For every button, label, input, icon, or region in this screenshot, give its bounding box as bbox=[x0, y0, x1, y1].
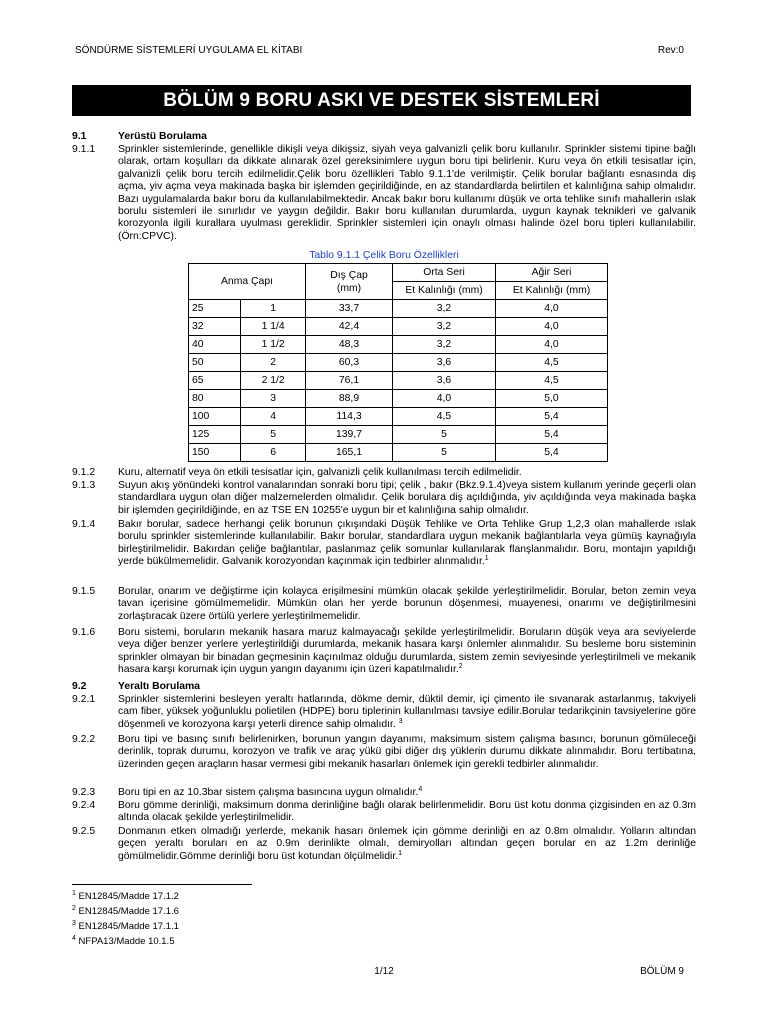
cell-wall-medium: 3,6 bbox=[393, 372, 496, 390]
cell-outer-diameter: 60,3 bbox=[306, 354, 393, 372]
paragraph-number: 9.2.4 bbox=[72, 800, 96, 811]
section-heading-9-1 bbox=[72, 131, 696, 143]
cell-wall-heavy: 5,4 bbox=[496, 408, 608, 426]
paragraph-text: Boru gömme derinliği, maksimum donma derinliğine bağlı olarak belirlenmelidir. Boru üst kotu donma çizgisinden en az 0.3m altında olacak şekilde yerleştirilmelidir. bbox=[118, 800, 696, 824]
paragraph-text: Kuru, alternatif veya ön etkili tesisatlar için, galvanizli çelik kullanılması tercih edilmelidir. bbox=[118, 467, 522, 478]
cell-wall-heavy: 5,4 bbox=[496, 444, 608, 462]
section-title: Yeraltı Borulama bbox=[118, 681, 201, 692]
footnote-text: EN12845/Madde 17.1.6 bbox=[78, 906, 179, 917]
paragraph-text: Suyun akış yönündeki kontrol vanalarından sonraki boru tipi; çelik , bakır (Bkz.9.1.4)veya sistem kullanım yerinde geçerli olan standardlara uygun olan diğer malzemelerden olmalıdır. Çelik borulara diş açıldığında, yiv açıldığında veya makinada başka bir işlemden geçirildiğinde, en az TSE EN 10255'e uygun bir et kalınlığına sahip olmalıdır. bbox=[118, 480, 696, 516]
cell-nominal-inch: 2 1/2 bbox=[241, 372, 306, 390]
header-heavy-series: Ağir Seri bbox=[496, 264, 608, 282]
paragraph-number: 9.2.5 bbox=[72, 826, 96, 837]
cell-wall-medium: 4,5 bbox=[393, 408, 496, 426]
paragraph-9-2-3 bbox=[72, 787, 696, 799]
paragraph-9-2-5 bbox=[72, 826, 696, 863]
footnote-2 bbox=[72, 906, 179, 918]
cell-wall-medium: 3,6 bbox=[393, 354, 496, 372]
paragraph-text: Boru tipi en az 10.3bar sistem çalışma basıncına uygun olmalıdır. bbox=[118, 787, 419, 798]
cell-nominal-inch: 6 bbox=[241, 444, 306, 462]
cell-wall-heavy: 5,4 bbox=[496, 426, 608, 444]
cell-nominal-inch: 3 bbox=[241, 390, 306, 408]
header-medium-series: Orta Seri bbox=[393, 264, 496, 282]
paragraph-text: Boru tipi ve basınç sınıfı belirlenirken, borunun yangın dayanımı, maksimum sistem çalışma basıncı, borunun gömüleceği derinlik, toprak durumu, korozyon ve trafik ve araç yükü gibi diğer dış yüklerin durumu dikkate alınmalıdır. Boru tertibatına, üzerinden geçen araçların hasar vermesi gibi mekanik hasarları önlemek için gerekli tedbirler alınmalıdır. bbox=[118, 734, 696, 770]
footer-chapter: BÖLÜM 9 bbox=[640, 966, 684, 977]
paragraph-9-1-6 bbox=[72, 627, 696, 677]
paragraph-9-1-2 bbox=[72, 467, 696, 479]
footnote-4 bbox=[72, 936, 174, 948]
footnote-text: EN12845/Madde 17.1.2 bbox=[78, 891, 179, 902]
footnote-text: EN12845/Madde 17.1.1 bbox=[78, 921, 179, 932]
cell-nominal-mm: 150 bbox=[189, 444, 241, 462]
cell-outer-diameter: 42,4 bbox=[306, 318, 393, 336]
paragraph-number: 9.2.2 bbox=[72, 734, 96, 745]
paragraph-number: 9.1.3 bbox=[72, 480, 96, 491]
table-row bbox=[189, 444, 608, 462]
footnote-ref: 3 bbox=[398, 717, 403, 725]
header-revision: Rev:0 bbox=[657, 45, 684, 56]
chapter-title: BÖLÜM 9 BORU ASKI VE DESTEK SİSTEMLERİ bbox=[72, 85, 691, 116]
cell-nominal-mm: 25 bbox=[189, 300, 241, 318]
cell-wall-heavy: 4,0 bbox=[496, 300, 608, 318]
section-number: 9.2 bbox=[72, 681, 87, 692]
paragraph-body bbox=[118, 787, 696, 799]
paragraph-number: 9.1.1 bbox=[72, 144, 96, 155]
paragraph-text: Borular, onarım ve değiştirme için kolayca erişilmesini mümkün olacak şekilde yerleştirilmelidir. Borular, beton zemin veya tavan içerisine gömülmemelidir. Mümkün olan her yerde borunun döşenmesi, muayenesi, onarımı ve değiştirilmesini zorlaştıracak üzere örtülü yerlere yerleştirilmemelidir. bbox=[118, 586, 696, 622]
paragraph-9-1-3 bbox=[72, 480, 696, 517]
paragraph-9-2-1 bbox=[72, 694, 696, 731]
cell-nominal-inch: 1 bbox=[241, 300, 306, 318]
table-row bbox=[189, 354, 608, 372]
cell-wall-medium: 3,2 bbox=[393, 336, 496, 354]
paragraph-text: Boru sistemi, boruların mekanik hasara maruz kalmayacağı şekilde yerleştirilmelidir. Boruların düşük veya ara seviyelerde veya diğer benzer yerlere yerleştirildiği durumlarda, mekanik hasara karşı önlemler alınmalıdır. Su besleme boru sisteminin sprinkler olmayan bir binadan geçmesinin kaçınılmaz olduğu durumlarda, sistem zemin seviyesinde yerleştirilmeli ve mekanik hasara karşı korumak için uygun yangın dayanımı için üzeri kapatılmalıdır. bbox=[118, 627, 696, 676]
paragraph-9-2-4 bbox=[72, 800, 696, 825]
paragraph-number: 9.1.4 bbox=[72, 519, 96, 530]
cell-wall-heavy: 4,0 bbox=[496, 318, 608, 336]
footnote-number: 2 bbox=[72, 905, 76, 912]
page-number: 1/12 bbox=[374, 966, 394, 977]
table-row bbox=[189, 390, 608, 408]
table-row bbox=[189, 408, 608, 426]
paragraph-number: 9.1.6 bbox=[72, 627, 96, 638]
cell-nominal-mm: 80 bbox=[189, 390, 241, 408]
footnote-ref: 2 bbox=[458, 663, 463, 671]
cell-wall-heavy: 4,5 bbox=[496, 372, 608, 390]
paragraph-number: 9.2.3 bbox=[72, 787, 96, 798]
cell-nominal-mm: 65 bbox=[189, 372, 241, 390]
cell-nominal-inch: 2 bbox=[241, 354, 306, 372]
paragraph-text: Donmanın etken olmadığı yerlerde, mekanik hasarı önlemek için gömme derinliği en az 0.8m olmalıdır. Yolların altından geçen yeraltı boruları en az 0.9m derinlikte olmalı, demiryolları altından geçen borular en az 1.2m derinliğe gömülmelidir.Gömme derinliği boru üst kotundan ölçülmelidir. bbox=[118, 826, 696, 862]
section-title: Yerüstü Borulama bbox=[118, 131, 207, 142]
paragraph-9-1-1 bbox=[72, 144, 696, 243]
footnote-ref: 1 bbox=[484, 555, 489, 563]
cell-wall-medium: 3,2 bbox=[393, 318, 496, 336]
paragraph-number: 9.1.5 bbox=[72, 586, 96, 597]
cell-nominal-mm: 50 bbox=[189, 354, 241, 372]
header-wall-thickness-heavy: Et Kalınlığı (mm) bbox=[496, 282, 608, 300]
paragraph-number: 9.2.1 bbox=[72, 694, 96, 705]
footnote-ref: 1 bbox=[398, 849, 403, 857]
paragraph-text: Sprinkler sistemlerinde, genellikle dikişli veya dikişsiz, siyah veya galvanizli çelik boru kullanılır. Sprinkler sistemi tipine bağlı olarak, ortam koşulları da dikkate alınarak özel gereksinimlere uygun boru tipi belirlenir. Kuru veya ön etkili tesisatlar için, galvanizli çelik boru tercih edilmelidir.Çelik boru özellikleri Tablo 9.1.1'de verilmiştir. Çelik borular bağlantı esnasında diş açma, yiv açma veya makinada başka bir işlemden geçirildiğinde, en az standardlarda belirtilen et kalınlığına sahip olmalıdır. Bazı uygulamalarda bakır boru da kullanılabilmektedir. Ancak bakır boru kullanımı düşük ve orta tehlike sınıfı mahallerin ıslak borulu sistemleri ile sınırlıdır ve yaygın değildir. Bakır boru kullanılan durumlarda, uygun kaynak teknikleri ve galvanik korozyonla ilgili kurallara uyulması gereklidir. Sprinkler sistemleri için onaylı olması halinde özel boru tipleri kullanılabilir. (Örn:CPVC). bbox=[118, 144, 696, 242]
footnote-number: 1 bbox=[72, 890, 76, 897]
cell-outer-diameter: 139,7 bbox=[306, 426, 393, 444]
cell-wall-heavy: 4,5 bbox=[496, 354, 608, 372]
paragraph-body bbox=[118, 694, 696, 731]
cell-nominal-inch: 5 bbox=[241, 426, 306, 444]
table-row bbox=[189, 336, 608, 354]
cell-nominal-mm: 32 bbox=[189, 318, 241, 336]
header-document-title: SÖNDÜRME SİSTEMLERİ UYGULAMA EL KİTABI bbox=[75, 45, 303, 56]
steel-pipe-table bbox=[188, 263, 608, 462]
cell-nominal-inch: 4 bbox=[241, 408, 306, 426]
paragraph-9-1-4 bbox=[72, 519, 696, 569]
cell-wall-medium: 5 bbox=[393, 426, 496, 444]
footnote-1 bbox=[72, 891, 179, 903]
footnote-number: 4 bbox=[72, 935, 76, 942]
footnote-number: 3 bbox=[72, 920, 76, 927]
cell-wall-heavy: 4,0 bbox=[496, 336, 608, 354]
paragraph-text: Bakır borular, sadece herhangi çelik borunun çıkışındaki Düşük Tehlike ve Orta Tehlike Grup 1,2,3 olan mahallerde ıslak borulu sprinkler sistemlerinde kullanılabilir. Bakır borular, standardlara uygun mekanik bağlantılarla veya gümüş kaynağıyla birleştirilmelidir. Bakırdan çeliğe bağlantılar, paslanmaz çelik somunlar kullanılarak flanşlanmalıdır. Boru, montajın yapıldığı yerde bükülmemelidir. Galvanik korozyondan kaçınmak için tedbirler alınmalıdır. bbox=[118, 519, 696, 568]
table-caption: Tablo 9.1.1 Çelik Boru Özellikleri bbox=[309, 250, 459, 261]
cell-nominal-mm: 100 bbox=[189, 408, 241, 426]
cell-wall-medium: 5 bbox=[393, 444, 496, 462]
footnote-separator bbox=[72, 884, 252, 885]
paragraph-body bbox=[118, 826, 696, 863]
footnote-text: NFPA13/Madde 10.1.5 bbox=[78, 936, 175, 947]
footnote-3 bbox=[72, 921, 179, 933]
cell-outer-diameter: 48,3 bbox=[306, 336, 393, 354]
header-wall-thickness-medium: Et Kalınlığı (mm) bbox=[393, 282, 496, 300]
cell-outer-diameter: 114,3 bbox=[306, 408, 393, 426]
section-heading-9-2 bbox=[72, 681, 696, 693]
footnote-ref: 4 bbox=[418, 786, 423, 793]
paragraph-body bbox=[118, 519, 696, 569]
cell-nominal-mm: 40 bbox=[189, 336, 241, 354]
cell-wall-medium: 4,0 bbox=[393, 390, 496, 408]
cell-outer-diameter: 88,9 bbox=[306, 390, 393, 408]
paragraph-9-1-5 bbox=[72, 586, 696, 623]
header-outer-diameter-label: Dış Çap bbox=[330, 269, 368, 281]
cell-outer-diameter: 33,7 bbox=[306, 300, 393, 318]
table-row bbox=[189, 318, 608, 336]
table-row bbox=[189, 372, 608, 390]
cell-outer-diameter: 165,1 bbox=[306, 444, 393, 462]
cell-nominal-mm: 125 bbox=[189, 426, 241, 444]
cell-nominal-inch: 1 1/2 bbox=[241, 336, 306, 354]
cell-outer-diameter: 76,1 bbox=[306, 372, 393, 390]
cell-nominal-inch: 1 1/4 bbox=[241, 318, 306, 336]
cell-wall-heavy: 5,0 bbox=[496, 390, 608, 408]
paragraph-number: 9.1.2 bbox=[72, 467, 96, 478]
table-row bbox=[189, 300, 608, 318]
paragraph-text: Sprinkler sistemlerini besleyen yeraltı hatlarında, dökme demir, düktil demir, içi çimento ile sıvanarak astarlanmış, takviyeli cam fiber, yüksek yoğunluklu polietilen (HDPE) boru tiplerinin kullanılması tavsiye edilir.Borular tedarikçinin tavsiyelerine göre döşenmeli ve korozyona karşı yeterli dirence sahip olmalıdır. bbox=[118, 694, 696, 730]
paragraph-body bbox=[118, 627, 696, 677]
cell-wall-medium: 3,2 bbox=[393, 300, 496, 318]
header-nominal-diameter: Anma Çapı bbox=[189, 264, 306, 300]
table-row bbox=[189, 426, 608, 444]
paragraph-9-2-2 bbox=[72, 734, 696, 771]
section-number: 9.1 bbox=[72, 131, 87, 142]
header-outer-diameter bbox=[306, 264, 393, 300]
header-outer-diameter-unit: (mm) bbox=[336, 282, 362, 294]
